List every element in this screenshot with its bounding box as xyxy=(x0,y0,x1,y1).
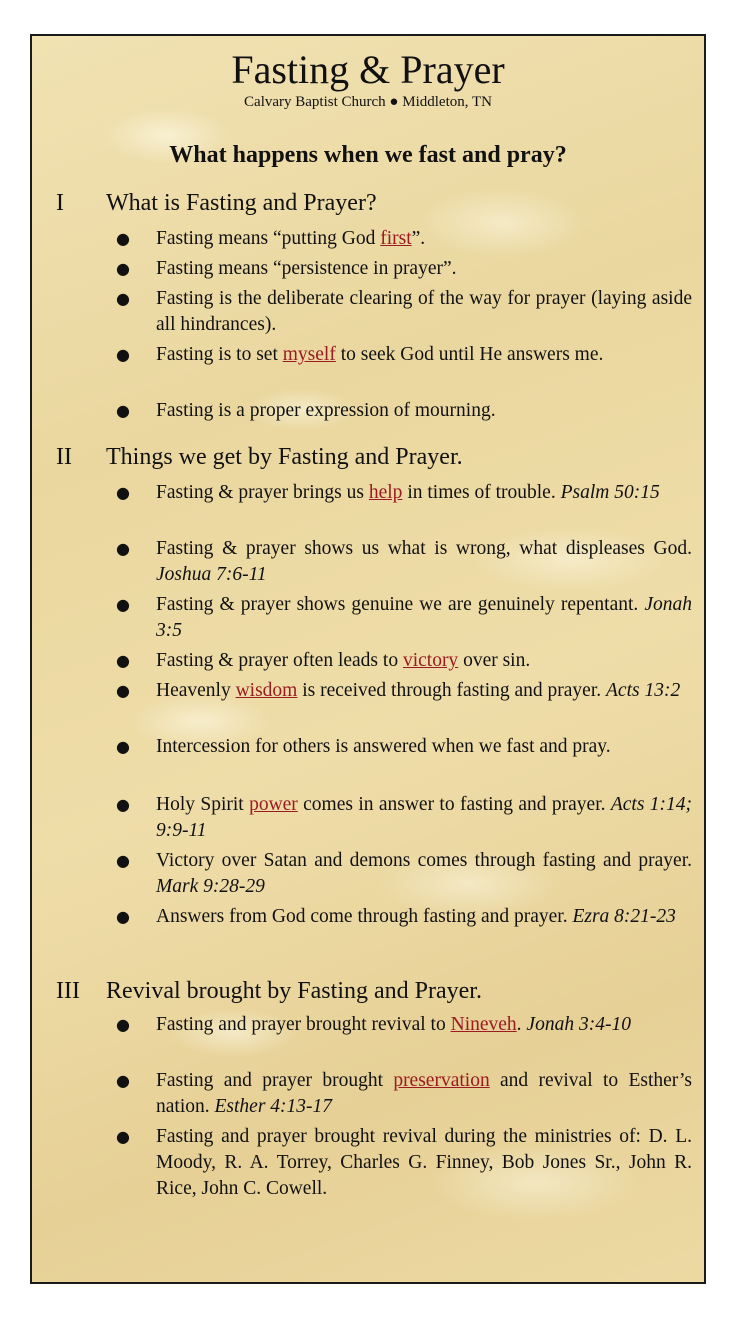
scripture-reference: Mark 9:28-29 xyxy=(156,876,265,897)
list-item: Fasting is the deliberate clearing of the way for prayer (laying aside all hindrances). xyxy=(156,288,692,335)
bullet-icon: ● xyxy=(116,737,130,756)
bullet-icon: ● xyxy=(116,595,130,614)
highlight-word: Nineveh xyxy=(450,1014,517,1035)
bullet-icon: ● xyxy=(116,907,130,926)
scripture-reference: Jonah 3:4-10 xyxy=(526,1014,631,1035)
highlight-word: first xyxy=(380,228,412,249)
bullet-icon: ● xyxy=(116,795,130,814)
scripture-reference: Ezra 8:21-23 xyxy=(572,906,676,927)
highlight-word: wisdom xyxy=(235,680,298,701)
scripture-reference: Joshua 7:6-11 xyxy=(156,564,267,585)
bullet-icon: ● xyxy=(116,539,130,558)
section-title: Things we get by Fasting and Prayer. xyxy=(106,444,463,470)
highlight-word: preservation xyxy=(393,1070,490,1091)
list-item: Fasting means “putting God first”. xyxy=(156,228,426,249)
scripture-reference: Esther 4:13-17 xyxy=(214,1096,333,1117)
bullet-icon: ● xyxy=(116,1071,130,1090)
scripture-reference: Psalm 50:15 xyxy=(560,482,660,503)
bullet-icon: ● xyxy=(116,401,130,420)
section-number: I xyxy=(56,190,64,216)
bullet-icon: ● xyxy=(116,651,130,670)
page-title: Fasting & Prayer xyxy=(231,47,505,92)
scripture-reference: Jonah 3:5 xyxy=(156,594,692,641)
bullet-icon: ● xyxy=(116,1015,130,1034)
church-subtitle: Calvary Baptist Church ● Middleton, TN xyxy=(244,94,492,110)
list-item: Fasting and prayer brought preservation and revival to Esther’s nation. Esther 4:13-17 xyxy=(156,1070,692,1117)
bullet-icon: ● xyxy=(116,1127,130,1146)
bullet-icon: ● xyxy=(116,681,130,700)
list-item: Fasting & prayer often leads to victory over sin. xyxy=(156,650,531,671)
list-item: Fasting and prayer brought revival during the ministries of: D. L. Moody, R. A. Torrey, Charles G. Finney, Bob Jones Sr., John R. Rice, John C. Cowell. xyxy=(156,1126,692,1199)
bullet-icon: ● xyxy=(116,851,130,870)
list-item: Fasting means “persistence in prayer”. xyxy=(156,258,457,279)
list-item: Intercession for others is answered when we fast and pray. xyxy=(156,736,611,757)
list-item: Fasting & prayer brings us help in times of trouble. Psalm 50:15 xyxy=(156,482,660,503)
bullet-icon: ● xyxy=(116,289,130,308)
section-number: II xyxy=(56,444,72,470)
highlight-word: power xyxy=(249,794,298,815)
list-item: Fasting is a proper expression of mourning. xyxy=(156,400,496,421)
list-item: Victory over Satan and demons comes through fasting and prayer. Mark 9:28-29 xyxy=(156,850,692,897)
section-title: Revival brought by Fasting and Prayer. xyxy=(106,978,482,1004)
bullet-icon: ● xyxy=(116,483,130,502)
scripture-reference: Acts 13:2 xyxy=(606,680,681,701)
highlight-word: victory xyxy=(402,650,459,671)
bullet-icon: ● xyxy=(116,229,130,248)
section-number: III xyxy=(56,978,80,1004)
list-item: Answers from God come through fasting and prayer. Ezra 8:21-23 xyxy=(156,906,676,927)
list-item: Heavenly wisdom is received through fasting and prayer. Acts 13:2 xyxy=(156,680,681,701)
list-item: Fasting is to set myself to seek God until He answers me. xyxy=(156,344,604,365)
scripture-reference: Acts 1:14; 9:9-11 xyxy=(156,794,693,841)
bullet-icon: ● xyxy=(116,259,130,278)
handout-card xyxy=(30,34,706,1284)
list-item: Fasting & prayer shows genuine we are genuinely repentant. Jonah 3:5 xyxy=(156,594,692,641)
bullet-icon: ● xyxy=(116,345,130,364)
list-item: Fasting and prayer brought revival to Nineveh. Jonah 3:4-10 xyxy=(156,1014,631,1035)
list-item: Holy Spirit power comes in answer to fasting and prayer. Acts 1:14; 9:9-11 xyxy=(156,794,693,841)
highlight-word: help xyxy=(368,482,403,503)
list-item: Fasting & prayer shows us what is wrong, what displeases God. Joshua 7:6-11 xyxy=(156,538,692,585)
section-title: What is Fasting and Prayer? xyxy=(106,190,377,216)
highlight-word: myself xyxy=(282,344,336,365)
main-question: What happens when we fast and pray? xyxy=(169,142,567,168)
